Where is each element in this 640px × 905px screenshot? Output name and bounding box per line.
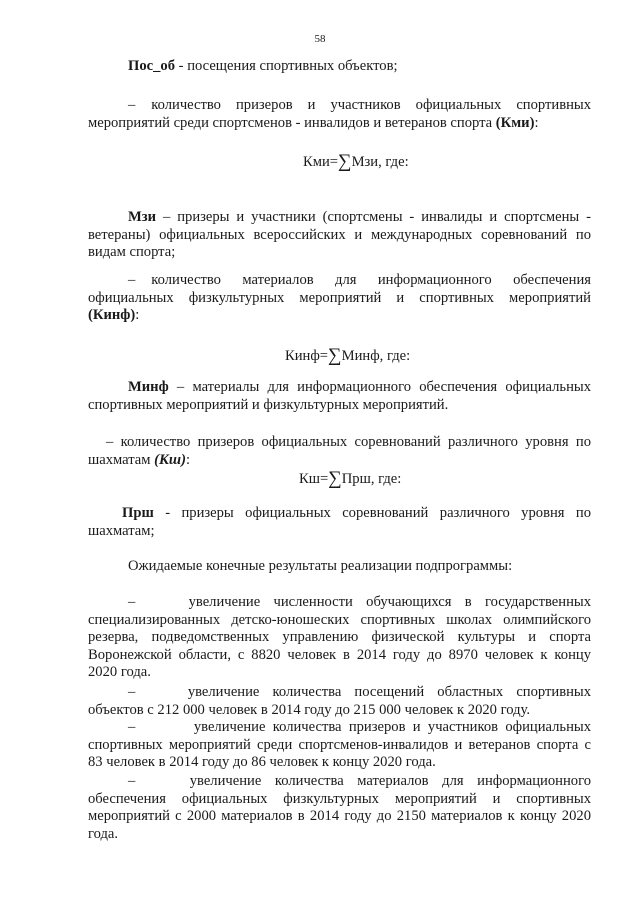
sigma-symbol: ∑	[338, 151, 352, 172]
pos-ob-definition	[128, 58, 588, 76]
kmi-line-2: мероприятий среди спортсменов - инвалидов и ветеранов спорта (Кми):	[88, 114, 539, 131]
prsh-term: Прш	[122, 505, 154, 521]
results-heading: Ожидаемые конечные результаты реализации подпрограммы:	[128, 558, 513, 574]
kinf-term: (Кинф)	[88, 307, 136, 323]
ksh-term: (Кш)	[154, 451, 186, 468]
mzi-term: Мзи	[128, 209, 157, 225]
kmi-dash: –	[128, 97, 136, 113]
result-item-1: – увеличение численности обучающихся в государственных специализированных детско-юношеских спортивных школах олимпийского резерва, подведомственных управлению физической культуры и спорта Воронежской области, с 8820 человек в 2014 году до 8970 человек к концу 2020 года.	[88, 594, 591, 680]
minf-definition: Минф – материалы для информационного обеспечения официальных спортивных мероприятий и физкультурных мероприятий.	[88, 379, 591, 413]
minf-term: Минф	[128, 379, 169, 395]
sigma-symbol: ∑	[328, 345, 342, 366]
pos-ob-term: Пос_об	[128, 58, 176, 74]
prsh-definition: Прш - призеры официальных соревнований различного уровня по шахматам;	[88, 505, 591, 539]
mzi-definition: Мзи – призеры и участники (спортсмены - инвалиды и спортсмены - ветераны) официальных всероссийских и международных соревнований по видам спорта;	[88, 209, 591, 260]
kmi-paragraph	[88, 97, 591, 132]
result-item-2: – увеличение количества посещений областных спортивных объектов с 212 000 человек в 2014 году до 215 000 человек к 2020 году.	[88, 684, 591, 718]
formula-kmi: Кми=∑Мзи, где:	[303, 151, 409, 172]
result-item-4: – увеличение количества материалов для информационного обеспечения официальных физкультурных мероприятий и спортивных мероприятий с 2000 материалов в 2014 году до 2150 материалов к концу 2020 года.	[88, 773, 591, 842]
kmi-term: (Кми)	[495, 114, 535, 131]
page-number: 58	[314, 33, 326, 45]
sigma-symbol: ∑	[328, 468, 342, 489]
ksh-paragraph: – количество призеров официальных соревнований различного уровня по шахматам (Кш):	[88, 434, 591, 468]
formula-ksh: Кш=∑Прш, где:	[299, 468, 402, 489]
formula-kinf: Кинф=∑Минф, где:	[285, 345, 411, 366]
kmi-line-1: – количество призеров и участников официальных спортивных	[88, 97, 591, 115]
kinf-paragraph: – количество материалов для информационного обеспечения официальных физкультурных мероприятий и спортивных мероприятий (Кинф):	[88, 272, 591, 323]
pos-ob-text: - посещения спортивных объектов;	[175, 58, 398, 74]
result-item-3: – увеличение количества призеров и участников официальных спортивных мероприятий среди спортсменов-инвалидов и ветеранов спорта с 83 человек в 2014 году до 86 человек к концу 2020 года.	[88, 719, 591, 770]
